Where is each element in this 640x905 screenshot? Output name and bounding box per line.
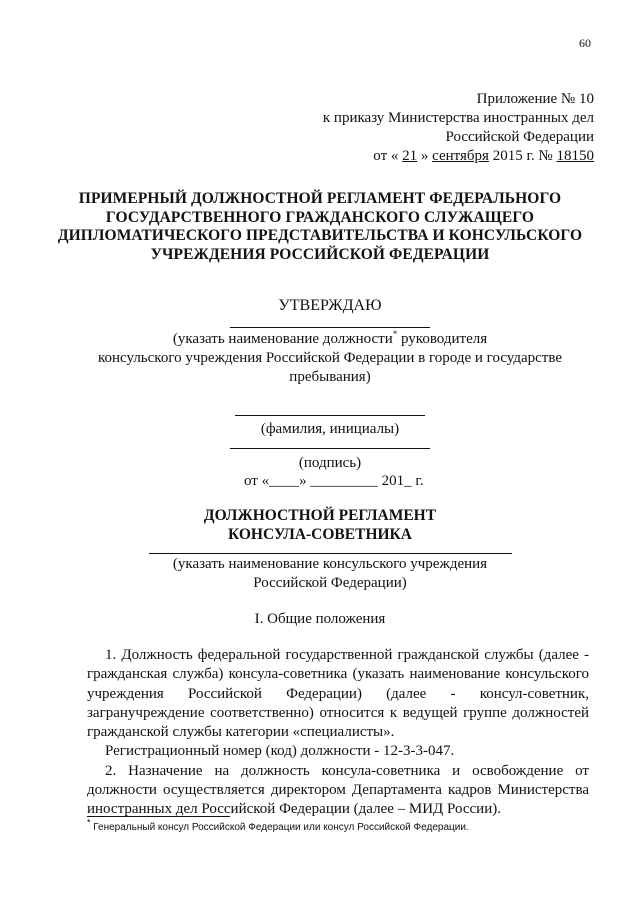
approve-title: УТВЕРЖДАЮ xyxy=(278,297,382,314)
approval-block xyxy=(70,296,590,387)
position-hint-text: (указать наименование должности xyxy=(172,331,393,347)
body-text xyxy=(87,646,589,820)
page-number: 60 xyxy=(579,36,591,50)
footnote-divider xyxy=(87,816,230,817)
date-mid: » xyxy=(420,148,429,164)
appendix-header xyxy=(323,90,594,166)
signature-block xyxy=(210,402,450,473)
regulation-title-line: ДОЛЖНОСТНОЙ РЕГЛАМЕНТ xyxy=(203,507,437,524)
paragraph: 1. Должность федеральной государственной гражданской службы (далее - гражданская служба) консула-советника (указать наименование консульского учреждения Российской Федерации) (далее - консул-советник, загранучреждение соответственно) относится к ведущей группе должностей гражданской службы категории «специалисты». xyxy=(87,647,589,741)
paragraph: Регистрационный номер (код) должности - 12-3-3-047. xyxy=(105,743,455,760)
signature-blank-line xyxy=(230,448,430,449)
order-month: сентября xyxy=(432,148,489,164)
position-hint-line: пребывания) xyxy=(289,369,371,385)
position-blank-line xyxy=(230,327,430,328)
consulate-hint-line: (указать наименование консульского учреждения xyxy=(172,556,488,572)
position-hint-text-end: руководителя xyxy=(397,331,488,347)
regulation-title-line: КОНСУЛА-СОВЕТНИКА xyxy=(227,526,412,543)
order-day: 21 xyxy=(402,148,418,164)
approval-date-line: от «____» _________ 201_ г. xyxy=(244,473,424,489)
footnote-mark: * xyxy=(392,329,398,339)
order-number: 18150 xyxy=(556,148,594,164)
appendix-date-line xyxy=(323,147,594,166)
section-heading: I. Общие положения xyxy=(254,611,386,627)
position-hint-line: консульского учреждения Российской Федерации в городе и государстве xyxy=(97,350,563,366)
appendix-line: к приказу Министерства иностранных дел xyxy=(322,110,594,126)
name-blank-line xyxy=(235,415,425,416)
main-title-line: ГОСУДАРСТВЕННОГО ГРАЖДАНСКОГО СЛУЖАЩЕГО xyxy=(105,208,535,226)
footnote-text: Генеральный консул Российской Федерации или консул Российской Федерации. xyxy=(90,822,469,833)
consulate-hint-line: Российской Федерации) xyxy=(253,575,407,591)
main-title-line: ДИПЛОМАТИЧЕСКОГО ПРЕДСТАВИТЕЛЬСТВА И КОНСУЛЬСКОГО xyxy=(57,227,583,244)
order-year-no: 2015 г. № xyxy=(492,148,553,164)
appendix-line: Приложение № 10 xyxy=(476,91,594,107)
name-hint: (фамилия, инициалы) xyxy=(260,421,400,437)
appendix-line: Российской Федерации xyxy=(445,129,594,145)
footnote xyxy=(87,817,469,833)
date-prefix: от « xyxy=(373,148,399,164)
main-title-line: УЧРЕЖДЕНИЯ РОССИЙСКОЙ ФЕДЕРАЦИИ xyxy=(150,245,490,263)
consulate-blank-line xyxy=(149,553,512,554)
position-hint xyxy=(70,330,590,349)
paragraph: 2. Назначение на должность консула-советника и освобождение от должности осуществляется директором Департамента кадров Министерства иностранных дел Российской Федерации (далее – МИД России). xyxy=(87,762,589,818)
main-title xyxy=(40,190,600,264)
consulate-block xyxy=(120,553,540,593)
regulation-title xyxy=(120,506,520,544)
footnote-mark: * xyxy=(87,817,91,828)
signature-hint: (подпись) xyxy=(298,455,362,471)
main-title-line: ПРИМЕРНЫЙ ДОЛЖНОСТНОЙ РЕГЛАМЕНТ ФЕДЕРАЛЬНОГО xyxy=(78,190,562,207)
